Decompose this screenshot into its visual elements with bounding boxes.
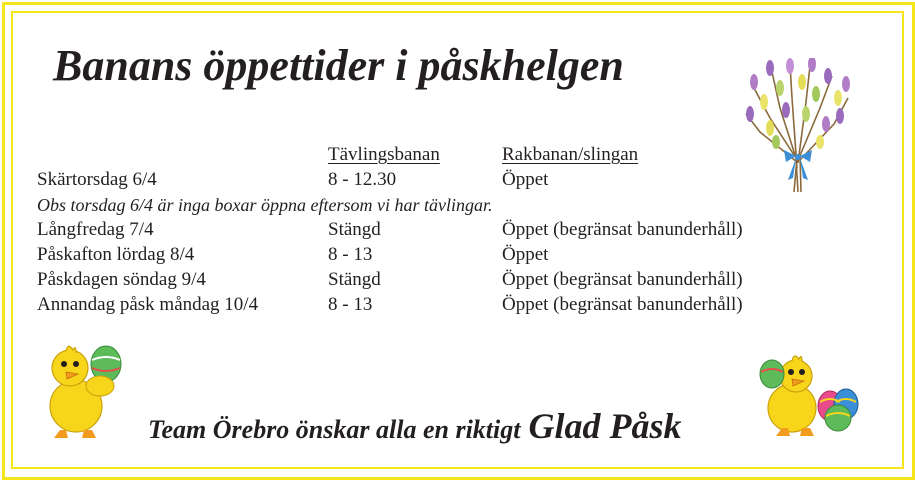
easter-branch-bouquet-icon	[740, 58, 856, 194]
chick-with-egg-icon	[40, 342, 130, 442]
row-tavling: 8 - 12.30	[328, 169, 397, 190]
footer-emphasis-text: Glad Påsk	[528, 406, 682, 446]
row-rak: Öppet (begränsat banunderhåll)	[502, 294, 743, 315]
row-rak: Öppet	[502, 169, 549, 190]
footer-lead-text: Team Örebro önskar alla en riktigt	[148, 415, 521, 444]
row-tavling: 8 - 13	[328, 294, 373, 315]
row-tavling: 8 - 13	[328, 244, 373, 265]
row-rak: Öppet (begränsat banunderhåll)	[502, 269, 743, 290]
chick-with-eggs-icon	[758, 352, 868, 440]
row-day: Påskdagen söndag 9/4	[37, 269, 206, 290]
row-tavling: Stängd	[328, 219, 381, 240]
row-day: Annandag påsk måndag 10/4	[37, 294, 259, 315]
row-day: Långfredag 7/4	[37, 219, 154, 240]
row-day: Skärtorsdag 6/4	[37, 169, 157, 190]
page-title: Banans öppettider i påskhelgen	[53, 41, 624, 90]
row-tavling: Stängd	[328, 269, 381, 290]
row-day: Påskafton lördag 8/4	[37, 244, 195, 265]
header-tavlingsbanan: Tävlingsbanan	[328, 144, 440, 165]
footer-greeting	[148, 408, 681, 444]
row-rak: Öppet	[502, 244, 549, 265]
note-text: Obs torsdag 6/4 är inga boxar öppna eftersom vi har tävlingar.	[37, 195, 493, 215]
header-rakbanan: Rakbanan/slingan	[502, 144, 639, 165]
row-rak: Öppet (begränsat banunderhåll)	[502, 219, 743, 240]
